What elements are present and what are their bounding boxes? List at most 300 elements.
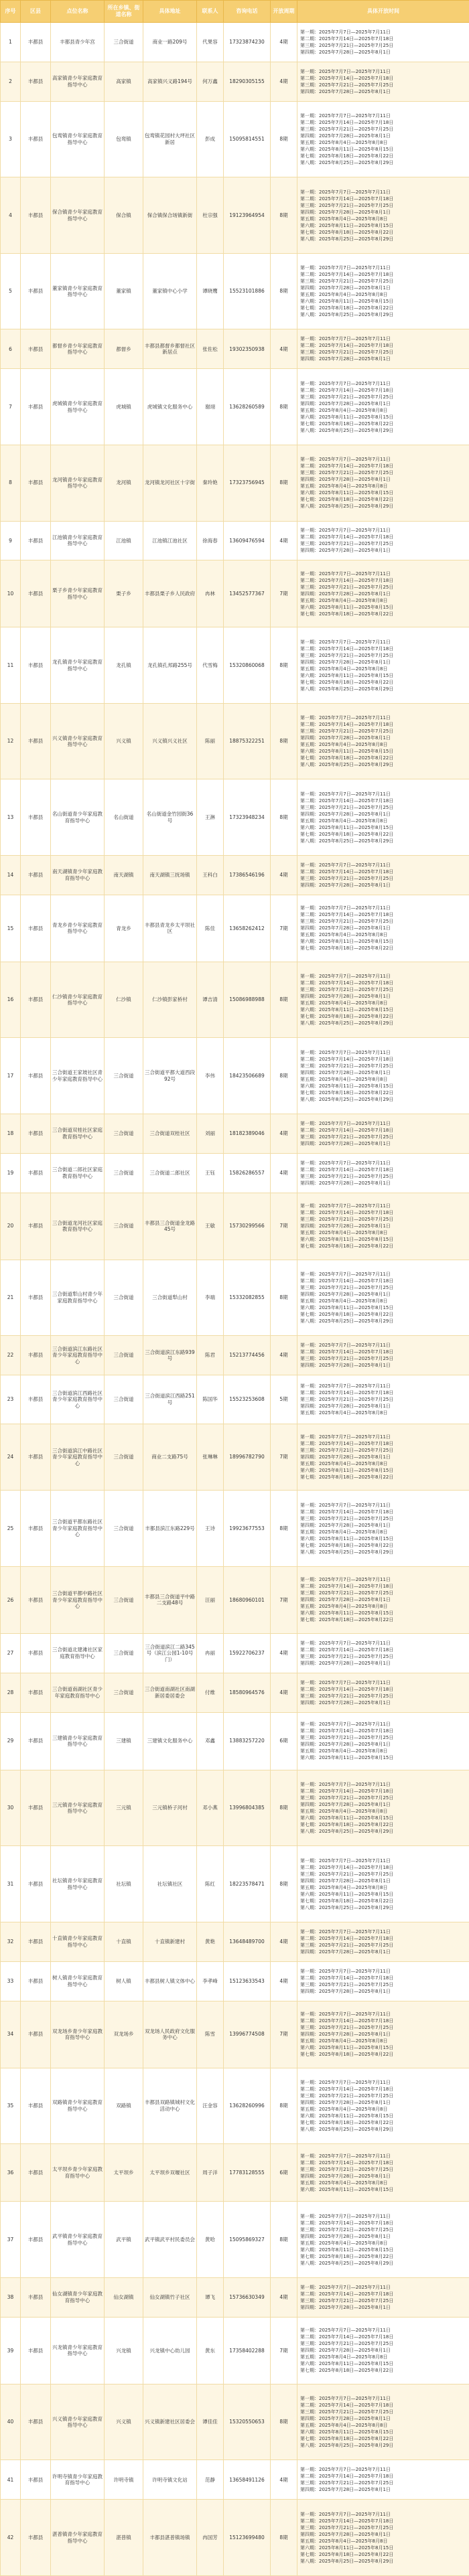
period-line: 第五期：2025年8月4日—2025年8月8日 <box>300 2180 388 2186</box>
period-line: 第三期：2025年7月21日—2025年7月25日 <box>300 2341 394 2347</box>
cell-times <box>297 1114 469 1153</box>
period-line: 第三期：2025年7月21日—2025年7月25日 <box>300 1590 394 1596</box>
period-line: 第七期：2025年8月18日—2025年8月22日 <box>300 1311 394 1317</box>
period-line: 第七期：2025年8月18日—2025年8月22日 <box>300 2119 394 2125</box>
cell-phone: 18223578471 <box>224 1846 271 1922</box>
period-line: 第二期：2025年7月14日—2025年7月18日 <box>300 2403 394 2409</box>
cell-times <box>297 1770 469 1846</box>
table-row <box>1 1491 469 1567</box>
period-line: 第三期：2025年7月21日—2025年7月25日 <box>300 2297 394 2303</box>
period-line: 第五期：2025年8月4日—2025年8月8日 <box>300 1298 388 1304</box>
period-line: 第五期：2025年8月4日—2025年8月8日 <box>300 1884 388 1890</box>
cell-address: 丰都县都督乡都督社区新居点 <box>143 329 197 369</box>
period-line: 第二期：2025年7月14日—2025年7月18日 <box>300 2220 394 2226</box>
cell-phone: 15922706237 <box>224 1633 271 1673</box>
cell-phone: 13658491126 <box>224 2460 271 2500</box>
period-line: 第二期：2025年7月14日—2025年7月18日 <box>300 1349 394 1355</box>
period-line: 第五期：2025年8月4日—2025年8月8日 <box>300 292 388 298</box>
period-line: 第一期：2025年7月7日—2025年7月11日 <box>300 1782 391 1788</box>
table-row <box>1 2278 469 2318</box>
cell-town: 兴义镇 <box>105 2384 143 2460</box>
period-line: 第四期：2025年7月28日—2025年8月1日 <box>300 1699 391 1706</box>
header-cycle: 开放周期 <box>271 1 297 23</box>
period-line: 第三期：2025年7月21日—2025年7月25日 <box>300 42 394 48</box>
cell-cycle: 8期 <box>271 101 297 177</box>
cell-name: 兴义镇青少年家庭教育指导中心 <box>51 703 105 779</box>
table-row <box>1 23 469 62</box>
cell-cycle: 4期 <box>271 1922 297 1962</box>
cell-phone: 15123699480 <box>224 2500 271 2576</box>
cell-contact: 谭佳佳 <box>197 2384 224 2460</box>
cell-times <box>297 1153 469 1193</box>
cell-times <box>297 1846 469 1922</box>
cell-phone: 15332082855 <box>224 1260 271 1336</box>
cell-cycle: 4期 <box>271 329 297 369</box>
period-line: 第四期：2025年7月28日—2025年8月1日 <box>300 1878 391 1884</box>
period-line: 第七期：2025年8月18日—2025年8月22日 <box>300 2052 394 2058</box>
period-line: 第六期：2025年8月11日—2025年8月15日 <box>300 1535 394 1541</box>
period-line: 第四期：2025年7月28日—2025年8月1日 <box>300 1223 391 1229</box>
period-line: 第六期：2025年8月11日—2025年8月15日 <box>300 2045 394 2051</box>
cell-county: 丰都县 <box>21 2460 51 2500</box>
cell-address: 商业一路209号 <box>143 23 197 62</box>
cell-phone: 17386546196 <box>224 856 271 895</box>
cell-times <box>297 962 469 1038</box>
header-town: 所在乡镇、街道名称 <box>105 1 143 23</box>
cell-county: 丰都县 <box>21 1038 51 1114</box>
table-row <box>1 253 469 329</box>
table-row <box>1 1922 469 1962</box>
cell-contact: 黄哈 <box>197 2202 224 2278</box>
cell-county: 丰都县 <box>21 779 51 856</box>
table-header-row <box>1 1 469 23</box>
period-line: 第四期：2025年7月28日—2025年8月1日 <box>300 2348 391 2354</box>
cell-no: 33 <box>1 1961 21 2001</box>
period-line: 第四期：2025年7月28日—2025年8月1日 <box>300 1742 391 1748</box>
cell-contact: 范静 <box>197 2460 224 2500</box>
cell-town: 双龙场乡 <box>105 2001 143 2068</box>
cell-phone: 18182389046 <box>224 1114 271 1153</box>
cell-town: 龙孔镇 <box>105 627 143 704</box>
cell-phone: 17323948234 <box>224 779 271 856</box>
header-no: 序号 <box>1 1 21 23</box>
cell-phone: 15523253608 <box>224 1375 271 1424</box>
cell-county: 丰都县 <box>21 521 51 560</box>
header-phone: 咨询电话 <box>224 1 271 23</box>
period-line: 第四期：2025年7月28日—2025年8月1日 <box>300 133 391 139</box>
cell-town: 许明寺镇 <box>105 2460 143 2500</box>
period-line: 第四期：2025年7月28日—2025年8月1日 <box>300 659 391 665</box>
period-line: 第三期：2025年7月21日—2025年7月25日 <box>300 1173 394 1179</box>
cell-county: 丰都县 <box>21 1846 51 1922</box>
period-line: 第六期：2025年8月11日—2025年8月15日 <box>300 824 394 830</box>
cell-address: 虎城镇文化服务中心 <box>143 369 197 445</box>
period-line: 第四期：2025年7月28日—2025年8月1日 <box>300 811 391 817</box>
period-line: 第八期：2025年8月25日—2025年8月29日 <box>300 1549 394 1555</box>
period-line: 第一期：2025年7月7日—2025年7月11日 <box>300 29 391 35</box>
cell-times <box>297 369 469 445</box>
period-line: 第四期：2025年7月28日—2025年8月1日 <box>300 49 391 55</box>
period-line: 第一期：2025年7月7日—2025年7月11日 <box>300 2012 391 2018</box>
period-line: 第七期：2025年8月18日—2025年8月22日 <box>300 1617 394 1623</box>
period-line: 第二期：2025年7月14日—2025年7月18日 <box>300 2086 394 2092</box>
period-line: 第四期：2025年7月28日—2025年8月1日 <box>300 994 391 1000</box>
cell-times <box>297 329 469 369</box>
period-line: 第一期：2025年7月7日—2025年7月11日 <box>300 1049 391 1055</box>
period-line: 第八期：2025年8月25日—2025年8月29日 <box>300 312 394 318</box>
period-line: 第一期：2025年7月7日—2025年7月11日 <box>300 1160 391 1166</box>
period-line: 第五期：2025年8月4日—2025年8月8日 <box>300 1000 388 1006</box>
period-line: 第七期：2025年8月18日—2025年8月22日 <box>300 1014 394 1020</box>
table-row <box>1 1961 469 2001</box>
period-line: 第一期：2025年7月7日—2025年7月11日 <box>300 265 391 271</box>
cell-name: 三合街道滨江中路社区青少年家庭教育指导中心 <box>51 1424 105 1491</box>
cell-times <box>297 2384 469 2460</box>
cell-name: 丰都县青少年宫 <box>51 23 105 62</box>
period-line: 第六期：2025年8月11日—2025年8月15日 <box>300 414 394 420</box>
table-row <box>1 177 469 254</box>
period-line: 第一期：2025年7月7日—2025年7月11日 <box>300 2396 391 2402</box>
cell-name: 青龙乡青少年家庭教育指导中心 <box>51 895 105 962</box>
header-address: 具体地址 <box>143 1 197 23</box>
cell-times <box>297 1375 469 1424</box>
cell-cycle: 4期 <box>271 521 297 560</box>
cell-contact: 代雪梅 <box>197 627 224 704</box>
period-line: 第二期：2025年7月14日—2025年7月18日 <box>300 1056 394 1062</box>
cell-times <box>297 445 469 521</box>
cell-address: 名山街道金竹园街36号 <box>143 779 197 856</box>
cell-phone: 18580964576 <box>224 1673 271 1712</box>
cell-times <box>297 1922 469 1962</box>
period-line: 第一期：2025年7月7日—2025年7月11日 <box>300 2213 391 2219</box>
cell-county: 丰都县 <box>21 369 51 445</box>
period-line: 第六期：2025年8月11日—2025年8月15日 <box>300 2247 394 2253</box>
cell-county: 丰都县 <box>21 2068 51 2144</box>
table-row <box>1 1038 469 1114</box>
cell-county: 丰都县 <box>21 329 51 369</box>
cell-contact: 邓小燕 <box>197 1770 224 1846</box>
cell-name: 树人镇青少年家庭教育指导中心 <box>51 1961 105 2001</box>
period-line: 第二期：2025年7月14日—2025年7月18日 <box>300 1584 394 1590</box>
cell-name: 仁沙镇青少年家庭教育指导中心 <box>51 962 105 1038</box>
period-line: 第五期：2025年8月4日—2025年8月8日 <box>300 666 388 672</box>
period-line: 第二期：2025年7月14日—2025年7月18日 <box>300 1935 394 1941</box>
cell-no: 35 <box>1 2068 21 2144</box>
period-line: 第六期：2025年8月11日—2025年8月15日 <box>300 1467 394 1473</box>
period-line: 第八期：2025年8月25日—2025年8月29日 <box>300 1020 394 1027</box>
period-line: 第七期：2025年8月18日—2025年8月22日 <box>300 2368 394 2374</box>
cell-contact: 何万鑫 <box>197 62 224 101</box>
cell-cycle: 7期 <box>271 895 297 962</box>
cell-cycle: 8期 <box>271 779 297 856</box>
cell-town: 三合街道 <box>105 1491 143 1567</box>
period-line: 第四期：2025年7月28日—2025年8月1日 <box>300 2099 391 2105</box>
period-line: 第一期：2025年7月7日—2025年7月11日 <box>300 974 391 980</box>
cell-cycle: 4期 <box>271 856 297 895</box>
cell-no: 8 <box>1 445 21 521</box>
period-line: 第七期：2025年8月18日—2025年8月22日 <box>300 1898 394 1904</box>
cell-cycle: 4期 <box>271 2278 297 2318</box>
cell-phone: 15736630349 <box>224 2278 271 2318</box>
period-line: 第七期：2025年8月18日—2025年8月22日 <box>300 945 394 952</box>
period-line: 第六期：2025年8月11日—2025年8月15日 <box>300 2113 394 2119</box>
cell-address: 丰都县湛普镇场镇 <box>143 2500 197 2576</box>
cell-no: 9 <box>1 521 21 560</box>
period-line: 第八期：2025年8月25日—2025年8月29日 <box>300 159 394 165</box>
period-line: 第六期：2025年8月11日—2025年8月15日 <box>300 1610 394 1616</box>
cell-phone: 15523101886 <box>224 253 271 329</box>
period-line: 第六期：2025年8月11日—2025年8月15日 <box>300 146 394 152</box>
cell-phone: 15730299566 <box>224 1193 271 1260</box>
cell-no: 22 <box>1 1336 21 1375</box>
cell-no: 27 <box>1 1633 21 1673</box>
cell-phone: 15826286557 <box>224 1153 271 1193</box>
period-line: 第四期：2025年7月28日—2025年8月1日 <box>300 1363 391 1369</box>
period-line: 第五期：2025年8月4日—2025年8月8日 <box>300 742 388 748</box>
cell-county: 丰都县 <box>21 627 51 704</box>
table-row <box>1 2068 469 2144</box>
period-line: 第二期：2025年7月14日—2025年7月18日 <box>300 35 394 42</box>
cell-no: 10 <box>1 560 21 627</box>
cell-times <box>297 521 469 560</box>
period-line: 第一期：2025年7月7日—2025年7月11日 <box>300 1383 391 1389</box>
period-line: 第八期：2025年8月25日—2025年8月29日 <box>300 236 394 242</box>
cell-contact: 王敏 <box>197 1193 224 1260</box>
cell-town: 南天湖镇 <box>105 856 143 895</box>
cell-cycle: 7期 <box>271 1193 297 1260</box>
cell-times <box>297 856 469 895</box>
cell-address: 商业二支路75号 <box>143 1424 197 1491</box>
cell-name: 包鸾镇青少年家庭教育指导中心 <box>51 101 105 177</box>
cell-town: 高家镇 <box>105 62 143 101</box>
period-line: 第八期：2025年8月25日—2025年8月29日 <box>300 686 394 692</box>
cell-cycle: 8期 <box>271 253 297 329</box>
cell-cycle: 8期 <box>271 369 297 445</box>
period-line: 第二期：2025年7月14日—2025年7月18日 <box>300 577 394 583</box>
cell-phone: 17358402288 <box>224 2317 271 2384</box>
cell-address: 兴义镇兴义社区 <box>143 703 197 779</box>
cell-contact: 徐海春 <box>197 521 224 560</box>
cell-no: 21 <box>1 1260 21 1336</box>
cell-address: 兴义镇新建社区居委会 <box>143 2384 197 2460</box>
cell-address: 仙女湖镇竹子社区 <box>143 2278 197 2318</box>
table-row <box>1 1260 469 1336</box>
cell-phone: 15095869327 <box>224 2202 271 2278</box>
cell-cycle: 6期 <box>271 2144 297 2202</box>
cell-name: 兴义镇青少年家庭教育指导中心 <box>51 2384 105 2460</box>
table-row <box>1 2144 469 2202</box>
cell-town: 武平镇 <box>105 2202 143 2278</box>
table-row <box>1 856 469 895</box>
cell-county: 丰都县 <box>21 895 51 962</box>
period-line: 第四期：2025年7月28日—2025年8月1日 <box>300 2416 391 2422</box>
cell-address: 三元镇桥子河村 <box>143 1770 197 1846</box>
period-line: 第六期：2025年8月11日—2025年8月15日 <box>300 1304 394 1310</box>
period-line: 第四期：2025年7月28日—2025年8月1日 <box>300 1597 391 1603</box>
period-line: 第七期：2025年8月18日—2025年8月22日 <box>300 831 394 837</box>
cell-town: 三合街道 <box>105 1153 143 1193</box>
table-row <box>1 1336 469 1375</box>
period-line: 第四期：2025年7月28日—2025年8月1日 <box>300 1988 391 1994</box>
cell-town: 包鸾镇 <box>105 101 143 177</box>
period-line: 第一期：2025年7月7日—2025年7月11日 <box>300 1968 391 1974</box>
cell-address: 丰都县三合街道金龙路45号 <box>143 1193 197 1260</box>
period-line: 第三期：2025年7月21日—2025年7月25日 <box>300 1515 394 1521</box>
cell-contact: 秦玲艳 <box>197 445 224 521</box>
cell-contact: 陈君 <box>197 1336 224 1375</box>
cell-cycle: 7期 <box>271 560 297 627</box>
cell-no: 16 <box>1 962 21 1038</box>
period-line: 第八期：2025年8月25日—2025年8月29日 <box>300 1904 394 1910</box>
cell-phone: 18290305155 <box>224 62 271 101</box>
cell-phone: 15123633543 <box>224 1961 271 2001</box>
cell-contact: 杜宗强 <box>197 177 224 254</box>
cell-no: 1 <box>1 23 21 62</box>
period-line: 第四期：2025年7月28日—2025年8月1日 <box>300 1522 391 1528</box>
cell-cycle: 4期 <box>271 1114 297 1153</box>
cell-phone: 15320550653 <box>224 2384 271 2460</box>
period-line: 第四期：2025年7月28日—2025年8月1日 <box>300 400 391 406</box>
period-line: 第四期：2025年7月28日—2025年8月1日 <box>300 1140 391 1146</box>
period-line: 第一期：2025年7月7日—2025年7月11日 <box>300 2511 391 2517</box>
period-line: 第三期：2025年7月21日—2025年7月25日 <box>300 584 394 590</box>
cell-county: 丰都县 <box>21 101 51 177</box>
period-line: 第六期：2025年8月11日—2025年8月15日 <box>300 604 394 610</box>
cell-town: 江池镇 <box>105 521 143 560</box>
period-line: 第七期：2025年8月18日—2025年8月22日 <box>300 229 394 235</box>
table-row <box>1 2202 469 2278</box>
cell-name: 三合街道北建滩社区家庭教育指导中心 <box>51 1633 105 1673</box>
cell-name: 许明寺镇青少年家庭教育指导中心 <box>51 2460 105 2500</box>
cell-name: 武平镇青少年家庭教育指导中心 <box>51 2202 105 2278</box>
period-line: 第一期：2025年7月7日—2025年7月11日 <box>300 380 391 386</box>
cell-contact: 谭吉清 <box>197 962 224 1038</box>
cell-town: 三合街道 <box>105 1567 143 1634</box>
cell-phone: 13648489700 <box>224 1922 271 1962</box>
cell-cycle: 4期 <box>271 1153 297 1193</box>
cell-contact: 彭成 <box>197 101 224 177</box>
cell-cycle: 8期 <box>271 1260 297 1336</box>
cell-county: 丰都县 <box>21 253 51 329</box>
table-row <box>1 1375 469 1424</box>
cell-county: 丰都县 <box>21 1114 51 1153</box>
table-row <box>1 627 469 704</box>
period-line: 第六期：2025年8月11日—2025年8月15日 <box>300 1891 394 1897</box>
period-line: 第七期：2025年8月18日—2025年8月22日 <box>300 153 394 159</box>
cell-town: 虎城镇 <box>105 369 143 445</box>
table-row <box>1 1712 469 1770</box>
period-line: 第一期：2025年7月7日—2025年7月11日 <box>300 1679 391 1685</box>
cell-phone: 15320860068 <box>224 627 271 704</box>
cell-town: 仙女湖镇 <box>105 2278 143 2318</box>
cell-contact: 邓鑫 <box>197 1712 224 1770</box>
cell-no: 23 <box>1 1375 21 1424</box>
cell-town: 仁沙镇 <box>105 962 143 1038</box>
cell-address: 三建镇文化服务中心 <box>143 1712 197 1770</box>
cell-name: 三合街道龙河社区家庭教育指导中心 <box>51 1193 105 1260</box>
cell-address: 保合镇保合场镇新街 <box>143 177 197 254</box>
cell-name: 湛普镇青少年家庭教育指导中心 <box>51 2500 105 2576</box>
cell-address: 董家镇中心小学 <box>143 253 197 329</box>
period-line: 第八期：2025年8月25日—2025年8月29日 <box>300 1096 394 1102</box>
cell-times <box>297 703 469 779</box>
period-line: 第一期：2025年7月7日—2025年7月11日 <box>300 2284 391 2290</box>
cell-town: 三合街道 <box>105 23 143 62</box>
period-line: 第四期：2025年7月28日—2025年8月1日 <box>300 1180 391 1186</box>
cell-name: 三合街道王家坡社区青少年家庭教育指导中心 <box>51 1038 105 1114</box>
cell-cycle: 4期 <box>271 62 297 101</box>
period-line: 第四期：2025年7月28日—2025年8月1日 <box>300 477 391 483</box>
period-line: 第一期：2025年7月7日—2025年7月11日 <box>300 791 391 797</box>
period-line: 第七期：2025年8月18日—2025年8月22日 <box>300 421 394 427</box>
cell-no: 42 <box>1 2500 21 2576</box>
period-line: 第五期：2025年8月4日—2025年8月8日 <box>300 1076 388 1082</box>
table-row <box>1 1770 469 1846</box>
period-line: 第七期：2025年8月18日—2025年8月22日 <box>300 2551 394 2557</box>
cell-no: 15 <box>1 895 21 962</box>
period-line: 第二期：2025年7月14日—2025年7月18日 <box>300 798 394 804</box>
cell-no: 31 <box>1 1846 21 1922</box>
period-line: 第二期：2025年7月14日—2025年7月18日 <box>300 387 394 393</box>
period-line: 第八期：2025年8月25日—2025年8月29日 <box>300 1318 394 1324</box>
cell-cycle: 4期 <box>271 23 297 62</box>
period-line: 第四期：2025年7月28日—2025年8月1日 <box>300 1069 391 1075</box>
cell-cycle: 6期 <box>271 1712 297 1770</box>
cell-contact: 李伟 <box>197 1038 224 1114</box>
cell-name: 三合街道滨江东路社区青少年家庭教育指导中心 <box>51 1336 105 1375</box>
cell-contact: 冉林 <box>197 560 224 627</box>
period-line: 第四期：2025年7月28日—2025年8月1日 <box>300 2304 391 2310</box>
period-line: 第三期：2025年7月21日—2025年7月25日 <box>300 2025 394 2031</box>
period-line: 第四期：2025年7月28日—2025年8月1日 <box>300 285 391 291</box>
table-row <box>1 1567 469 1634</box>
cell-no: 4 <box>1 177 21 254</box>
period-line: 第二期：2025年7月14日—2025年7月18日 <box>300 1975 394 1981</box>
cell-county: 丰都县 <box>21 1260 51 1336</box>
period-line: 第五期：2025年8月4日—2025年8月8日 <box>300 1230 388 1236</box>
period-line: 第二期：2025年7月14日—2025年7月18日 <box>300 196 394 202</box>
period-line: 第二期：2025年7月14日—2025年7月18日 <box>300 1278 394 1284</box>
period-line: 第六期：2025年8月11日—2025年8月15日 <box>300 1237 394 1243</box>
cell-town: 三合街道 <box>105 1114 143 1153</box>
period-line: 第七期：2025年8月18日—2025年8月22日 <box>300 1542 394 1548</box>
period-line: 第一期：2025年7月7日—2025年7月11日 <box>300 1434 391 1440</box>
table-row <box>1 2317 469 2384</box>
cell-no: 6 <box>1 329 21 369</box>
cell-contact: 王科白 <box>197 856 224 895</box>
cell-town: 兴龙镇 <box>105 2317 143 2384</box>
period-line: 第七期：2025年8月18日—2025年8月22日 <box>300 611 394 617</box>
period-line: 第一期：2025年7月7日—2025年7月11日 <box>300 1928 391 1935</box>
cell-times <box>297 1424 469 1491</box>
cell-name: 三合街道二郎社区家庭教育指导中心 <box>51 1153 105 1193</box>
cell-no: 3 <box>1 101 21 177</box>
cell-town: 社坛镇 <box>105 1846 143 1922</box>
cell-contact: 张琳琳 <box>197 1424 224 1491</box>
cell-cycle: 4期 <box>271 1673 297 1712</box>
period-line: 第一期：2025年7月7日—2025年7月11日 <box>300 457 391 463</box>
cell-phone: 13628260589 <box>224 369 271 445</box>
period-line: 第三期：2025年7月21日—2025年7月25日 <box>300 1356 394 1362</box>
cell-times <box>297 2001 469 2068</box>
cell-address: 社坛镇社区 <box>143 1846 197 1922</box>
period-line: 第三期：2025年7月21日—2025年7月25日 <box>300 1693 394 1699</box>
period-line: 第四期：2025年7月28日—2025年8月1日 <box>300 591 391 597</box>
period-line: 第二期：2025年7月14日—2025年7月18日 <box>300 1127 394 1133</box>
cell-address: 三合街道滨江二路345号（滨江公园1-10号门） <box>143 1633 197 1673</box>
period-line: 第六期：2025年8月11日—2025年8月15日 <box>300 490 394 496</box>
cell-county: 丰都县 <box>21 1567 51 1634</box>
